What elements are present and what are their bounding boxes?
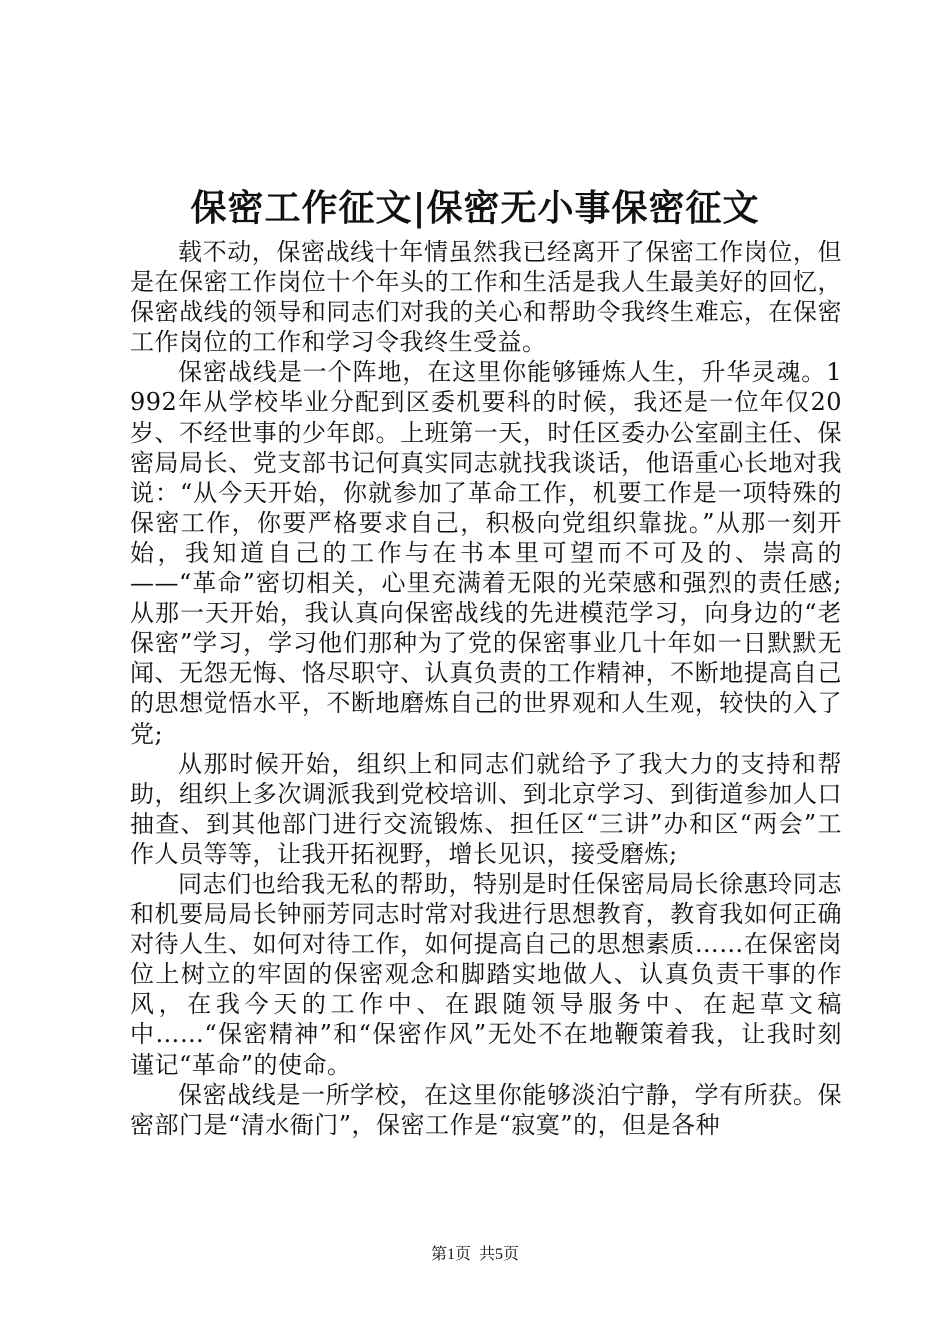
document-body (130, 237, 842, 1140)
paragraph: 从那时候开始，组织上和同志们就给予了我大力的支持和帮助，组织上多次调派我到党校培训、到北京学习、到街道参加人口抽查、到其他部门进行交流锻炼、担任区“三讲”办和区“两会”工作人员等等，让我开拓视野，增长见识，接受磨炼; (130, 749, 842, 868)
paragraph: 同志们也给我无私的帮助，特别是时任保密局局长徐惠玲同志和机要局局长钟丽芳同志时常对我进行思想教育，教育我如何正确对待人生、如何对待工作，如何提高自己的思想素质……在保密岗位上树立的牢固的保密观念和脚踏实地做人、认真负责干事的作风，在我今天的工作中、在跟随领导服务中、在起草文稿中……“保密精神”和“保密作风”无处不在地鞭策着我，让我时刻谨记“革命”的使命。 (130, 869, 842, 1079)
paragraph: 载不动，保密战线十年情虽然我已经离开了保密工作岗位，但是在保密工作岗位十个年头的工作和生活是我人生最美好的回忆，保密战线的领导和同志们对我的关心和帮助令我终生难忘，在保密工作岗位的工作和学习令我终生受益。 (130, 238, 842, 357)
document-title: 保密工作征文|保密无小事保密征文 (190, 187, 760, 229)
paragraph: 保密战线是一个阵地，在这里你能够锤炼人生，升华灵魂。1992年从学校毕业分配到区委机要科的时候，我还是一位年仅20岁、不经世事的少年郎。上班第一天，时任区委办公室副主任、保密局局长、党支部书记何真实同志就找我谈话，他语重心长地对我说：“从今天开始，你就参加了革命工作，机要工作是一项特殊的保密工作，你要严格要求自己，积极向党组织靠拢。”从那一刻开始，我知道自己的工作与在书本里可望而不可及的、崇高的——“革命”密切相关，心里充满着无限的光荣感和强烈的责任感;从那一天开始，我认真向保密战线的先进模范学习，向身边的“老保密”学习，学习他们那种为了党的保密事业几十年如一日默默无闻、无怨无悔、恪尽职守、认真负责的工作精神，不断地提高自己的思想觉悟水平，不断地磨炼自己的世界观和人生观，较快的入了党; (130, 358, 842, 748)
paragraph: 保密战线是一所学校，在这里你能够淡泊宁静，学有所获。保密部门是“清水衙门”，保密工作是“寂寞”的，但是各种 (130, 1080, 842, 1139)
page-footer: 第1页 共5页 (430, 1246, 519, 1263)
